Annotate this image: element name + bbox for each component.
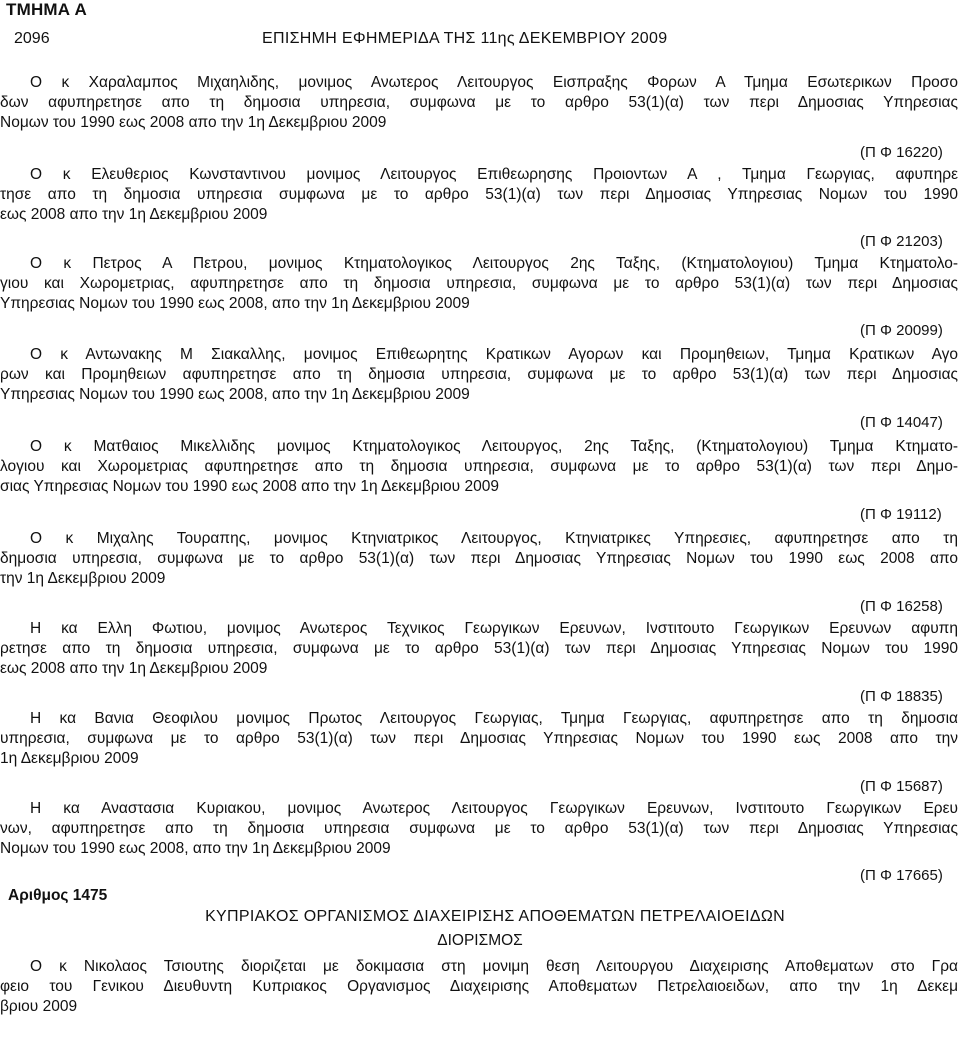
- notice-line: ρων και Προμηθειων αφυπηρετησε απο τη δημοσια υπηρεσια, συμφωνα με το αρθρο 53(1)(α) των περι Δημοσιας: [0, 366, 958, 383]
- reference-number: (Π Φ 17665): [860, 867, 943, 884]
- retirement-notice: [0, 619, 958, 679]
- notice-line: Ο κ Ματθαιος Μικελλιδης μονιμος Κτηματολογικος Λειτουργος, 2ης Ταξης, (Κτηματολογιου) Τμημα Κτηματο-: [30, 438, 958, 455]
- notice-line: γιου και Χωρομετριας, αφυπηρετησε απο τη δημοσια υπηρεσια, συμφωνα με το αρθρο 53(1)(α) των περι Δημοσιας: [0, 275, 958, 292]
- notice-line: 1η Δεκεμβριου 2009: [0, 750, 139, 767]
- retirement-notice: [0, 73, 958, 133]
- retirement-notice: [0, 529, 958, 589]
- retirement-notice: [0, 345, 958, 405]
- notice-line: τησε απο τη δημοσια υπηρεσια συμφωνα με το αρθρο 53(1)(α) των περι Δημοσιας Υπηρεσιας Νομων του 1990: [0, 186, 958, 203]
- appointment-heading: ΔΙΟΡΙΣΜΟΣ: [437, 932, 523, 949]
- notice-number: Αριθμος 1475: [8, 887, 108, 904]
- notice-line: Ο κ Αντωνακης Μ Σιακαλλης, μονιμος Επιθεωρητης Κρατικων Αγορων και Προμηθειων, Τμημα Κρατικων Αγο: [30, 346, 958, 363]
- reference-number: (Π Φ 14047): [860, 414, 943, 431]
- reference-number: (Π Φ 16258): [860, 598, 943, 615]
- retirement-notice: [0, 799, 958, 859]
- notice-line: Υπηρεσιας Νομων του 1990 εως 2008, απο την 1η Δεκεμβριου 2009: [0, 295, 470, 312]
- reference-number: (Π Φ 16220): [860, 144, 943, 161]
- notice-line: ρετησε απο τη δημοσια υπηρεσια, συμφωνα με το αρθρο 53(1)(α) των περι Δημοσιας Υπηρεσιας Νομων του 1990: [0, 640, 958, 657]
- notice-line: βριου 2009: [0, 998, 78, 1015]
- notice-line: την 1η Δεκεμβριου 2009: [0, 570, 166, 587]
- notice-line: Ο κ Πετρος Α Πετρου, μονιμος Κτηματολογικος Λειτουργος 2ης Ταξης, (Κτηματολογιου) Τμημα Κτηματολο-: [30, 255, 958, 272]
- notice-line: σιας Υπηρεσιας Νομων του 1990 εως 2008 απο την 1η Δεκεμβριου 2009: [0, 478, 499, 495]
- notice-line: Υπηρεσιας Νομων του 1990 εως 2008, απο την 1η Δεκεμβριου 2009: [0, 386, 470, 403]
- notice-line: Νομων του 1990 εως 2008, απο την 1η Δεκεμβριου 2009: [0, 840, 391, 857]
- notice-line: Η κα Βανια Θεοφιλου μονιμος Πρωτος Λειτουργος Γεωργιας, Τμημα Γεωργιας, αφυπηρετησε απο τη δημοσια: [30, 710, 958, 727]
- reference-number: (Π Φ 20099): [860, 322, 943, 339]
- appointment-notice: [0, 957, 958, 1017]
- notice-line: λογιου και Χωρομετριας αφυπηρετησε απο τη δημοσια υπηρεσια, συμφωνα με το αρθρο 53(1)(α) των περι Δημο-: [0, 458, 958, 475]
- retirement-notice: [0, 709, 958, 769]
- reference-number: (Π Φ 21203): [860, 233, 943, 250]
- reference-number: (Π Φ 18835): [860, 688, 943, 705]
- retirement-notice: [0, 165, 958, 225]
- gazette-header: ΕΠΙΣΗΜΗ ΕΦΗΜΕΡΙΔΑ ΤΗΣ 11ης ΔΕΚΕΜΒΡΙΟΥ 2009: [262, 30, 668, 47]
- notice-line: εως 2008 απο την 1η Δεκεμβριου 2009: [0, 206, 268, 223]
- notice-line: Ο κ Ελευθεριος Κωνσταντινου μονιμος Λειτουργος Επιθεωρησης Προιοντων Α , Τμημα Γεωργιας, αφυπηρε: [30, 166, 958, 183]
- notice-line: Ο κ Μιχαλης Τουραπης, μονιμος Κτηνιατρικος Λειτουργος, Κτηνιατρικες Υπηρεσιες, αφυπηρετησε απο τη: [30, 530, 958, 547]
- notice-line: Νομων του 1990 εως 2008 απο την 1η Δεκεμβριου 2009: [0, 114, 387, 131]
- reference-number: (Π Φ 15687): [860, 778, 943, 795]
- section-label: ΤΜΗΜΑ Α: [6, 0, 88, 19]
- notice-line: Ο κ Χαραλαμπος Μιχαηλιδης, μονιμος Ανωτερος Λειτουργος Εισπραξης Φορων Α Τμημα Εσωτερικων Προσο: [30, 74, 958, 91]
- notice-line: Η κα Ελλη Φωτιου, μονιμος Ανωτερος Τεχνικος Γεωργικων Ερευνων, Ινστιτουτο Γεωργικων Ερευνων αφυπη: [30, 620, 958, 637]
- notice-line: Η κα Αναστασια Κυριακου, μονιμος Ανωτερος Λειτουργος Γεωργικων Ερευνων, Ινστιτουτο Γεωργικων Ερευ: [30, 800, 958, 817]
- organisation-title: ΚΥΠΡΙΑΚΟΣ ΟΡΓΑΝΙΣΜΟΣ ΔΙΑΧΕΙΡΙΣΗΣ ΑΠΟΘΕΜΑΤΩΝ ΠΕΤΡΕΛΑΙΟΕΙΔΩΝ: [205, 908, 785, 925]
- notice-line: νων, αφυπηρετησε απο τη δημοσια υπηρεσια συμφωνα με το αρθρο 53(1)(α) των περι Δημοσιας Υπηρεσιας: [0, 820, 958, 837]
- retirement-notice: [0, 437, 958, 497]
- retirement-notice: [0, 254, 958, 314]
- notice-line: φειο του Γενικου Διευθυντη Κυπριακος Οργανισμος Διαχειρισης Αποθεματων Πετρελαιοειδων, απο την 1η Δεκεμ: [0, 978, 958, 995]
- notice-line: δημοσια υπηρεσια, συμφωνα με το αρθρο 53(1)(α) των περι Δημοσιας Υπηρεσιας Νομων του 1990 εως 2008 απο: [0, 550, 958, 567]
- notice-line: Ο κ Νικολαος Τσιουτης διοριζεται με δοκιμασια στη μονιμη θεση Λειτουργου Διαχειρισης Αποθεματων στο Γρα: [30, 958, 958, 975]
- reference-number: (Π Φ 19112): [860, 506, 942, 523]
- notice-line: υπηρεσια, συμφωνα με το αρθρο 53(1)(α) των περι Δημοσιας Υπηρεσιας Νομων του 1990 εως 2008 απο την: [0, 730, 958, 747]
- notice-line: εως 2008 απο την 1η Δεκεμβριου 2009: [0, 660, 268, 677]
- page-number: 2096: [14, 30, 50, 47]
- notice-line: δων αφυπηρετησε απο τη δημοσια υπηρεσια, συμφωνα με το αρθρο 53(1)(α) των περι Δημοσιας Υπηρεσιας: [0, 94, 958, 111]
